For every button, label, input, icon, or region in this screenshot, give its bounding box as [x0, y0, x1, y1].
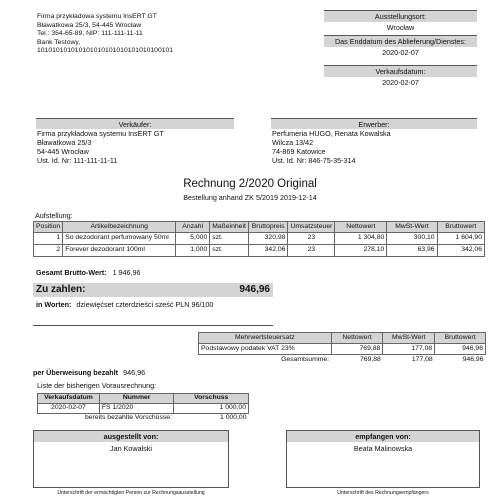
divider — [33, 325, 273, 326]
cell: 2020-02-07 — [38, 404, 100, 414]
col-header: Nettowert — [335, 222, 387, 233]
cell: 1 000,00 — [174, 404, 249, 414]
seller-header — [37, 13, 173, 56]
recipient-caption: Unterschrift des Rechnungsempfängers — [337, 490, 429, 496]
gross-total — [36, 268, 141, 277]
sale-date-value: 2020-02-07 — [382, 78, 419, 87]
issuer-name: Jan Kowalski — [110, 444, 152, 453]
cell: So dezodorant perfumowany 50ml — [63, 233, 176, 245]
buyer-label: Erwerber: — [271, 118, 477, 129]
sale-date-label: Verkaufsdatum: — [324, 65, 477, 77]
col-header: MwSt-Wert — [387, 222, 437, 233]
col-header: Nummer — [99, 394, 174, 404]
recipient-name: Beata Malinowska — [353, 444, 413, 453]
meta-panel — [324, 10, 477, 89]
items-label: Aufstellung: — [35, 211, 73, 220]
col-header: Anzahl — [176, 222, 210, 233]
cell: 342,06 — [248, 245, 288, 257]
cell: 1 604,90 — [437, 233, 484, 245]
cell: 946,96 — [462, 355, 484, 363]
items-header-row — [34, 222, 485, 233]
advances-header-row — [38, 394, 249, 404]
seller-name: Firma przykładowa systemu InsERT GT — [37, 129, 164, 138]
cell: 946,96 — [435, 344, 486, 355]
cell: 23 — [288, 233, 335, 245]
col-header: Vorschuss — [174, 394, 249, 404]
col-header: Umsatzsteuer — [288, 222, 335, 233]
buyer-name: Perfumeria HUGO, Renata Kowalska — [272, 129, 391, 138]
amount-due-value: 946,96 — [239, 284, 270, 295]
buyer-street: Wilcza 13/42 — [272, 138, 314, 147]
cell: 320,98 — [248, 233, 288, 245]
amount-due-label: Zu zahlen: — [36, 284, 86, 295]
col-header: Verkaufsdatum — [38, 394, 100, 404]
table-row — [38, 404, 249, 414]
payment-value: 946,96 — [123, 368, 146, 377]
seller-label: Verkäufer: — [36, 118, 234, 129]
order-reference: Bestellung anhand ZK 5/2019 2019-12-14 — [183, 193, 317, 202]
recipient-signature-box — [286, 430, 480, 488]
col-header: Bruttowert — [435, 333, 486, 344]
amount-in-words — [36, 300, 213, 309]
cell: 23 — [288, 245, 335, 257]
cell: 1,000 — [176, 245, 210, 257]
vat-sum-row — [199, 355, 486, 366]
buyer-block — [271, 118, 477, 165]
buyer-city: 74-869 Katowice — [272, 147, 326, 156]
cell: 63,96 — [387, 245, 437, 257]
seller-header-line: Tel.: 354-65-89, NIP: 111-111-11-11 — [37, 30, 143, 38]
cell: 769,88 — [360, 355, 381, 363]
recipient-label: empfangen von: — [287, 431, 479, 442]
vat-header-row — [199, 333, 486, 344]
place-label: Ausstellungsort: — [324, 10, 477, 22]
items-table — [33, 221, 485, 257]
payment-label: per Überweisung bezahlt — [33, 368, 119, 377]
issuer-signature-box — [33, 430, 229, 488]
cell: 1 000,00 — [220, 414, 247, 422]
seller-header-line: Bank Testowy, — [37, 38, 81, 46]
issuer-label: ausgestellt von: — [34, 431, 228, 442]
col-header: MwSt-Wert — [383, 333, 435, 344]
cell: FS 1/2020 — [99, 404, 174, 414]
cell: 769,88 — [331, 344, 383, 355]
cell: Forever dezodorant 100ml — [63, 245, 176, 257]
place-value: Wrocław — [386, 23, 415, 32]
seller-header-line: 101010101010101010101010101010100101 — [37, 47, 174, 55]
delivery-date-label: Das Enddatum des Ablieferung/Dienstes: — [324, 35, 477, 47]
seller-street: Bławatkowa 25/3 — [37, 138, 92, 147]
seller-header-line: Firma przykładowa systemu InsERT GT — [37, 13, 157, 20]
cell: 1 304,80 — [335, 233, 387, 245]
issuer-caption: Unterschrift der ermächtigten Person zur Rechnungsausstellung — [57, 490, 205, 496]
seller-block — [36, 118, 234, 165]
seller-header-line: Bławatkowa 25/3, 54-445 Wrocław — [37, 21, 142, 29]
advances-label: Liste der bisherigen Vorausrechnung: — [37, 381, 157, 390]
delivery-date-value: 2020-02-07 — [382, 48, 419, 57]
col-header: Position — [34, 222, 63, 233]
gross-total-value: 1 946,96 — [112, 268, 141, 277]
col-header: Maßeinheit — [210, 222, 249, 233]
table-row — [34, 233, 485, 245]
col-header: Bruttowert — [437, 222, 484, 233]
col-header: Nettowert — [331, 333, 383, 344]
amount-in-words-label: in Worten: — [36, 300, 72, 309]
cell: Podstawowy podatek VAT 23% — [199, 344, 332, 355]
amount-due-box — [33, 283, 273, 297]
table-row — [199, 344, 486, 355]
col-header: Bruttopreis — [248, 222, 288, 233]
advances-table — [37, 393, 249, 424]
cell: 177,08 — [411, 355, 433, 363]
cell: bereits bezahlte Vorschüsse: — [85, 414, 172, 422]
gross-total-label: Gesamt Brutto-Wert: — [36, 268, 107, 277]
cell: 300,10 — [387, 233, 437, 245]
cell: szt. — [210, 233, 249, 245]
cell: 342,06 — [437, 245, 484, 257]
cell: 1 — [34, 233, 63, 245]
seller-vat-id: Ust. Id. Nr: 111-111-11-11 — [37, 156, 118, 165]
cell: 2 — [34, 245, 63, 257]
buyer-vat-id: Ust. Id. Nr: 846-75-35-314 — [272, 156, 356, 165]
seller-city: 54-445 Wrocław — [37, 147, 89, 156]
cell: 5,000 — [176, 233, 210, 245]
amount-in-words-value: dziewięćset czterdzieści sześć PLN 96/100 — [76, 300, 214, 309]
invoice-title: Rechnung 2/2020 Original — [183, 178, 317, 190]
cell: 278,10 — [335, 245, 387, 257]
payment-info — [33, 368, 145, 377]
cell: szt. — [210, 245, 249, 257]
cell: 177,08 — [383, 344, 435, 355]
col-header: Mehrwertsteuersatz — [199, 333, 332, 344]
cell: Gesamtsumme: — [281, 355, 330, 363]
vat-summary-table — [198, 332, 486, 366]
col-header: Artikelbezeichnung — [63, 222, 176, 233]
advances-paid-row — [38, 414, 249, 424]
table-row — [34, 245, 485, 257]
